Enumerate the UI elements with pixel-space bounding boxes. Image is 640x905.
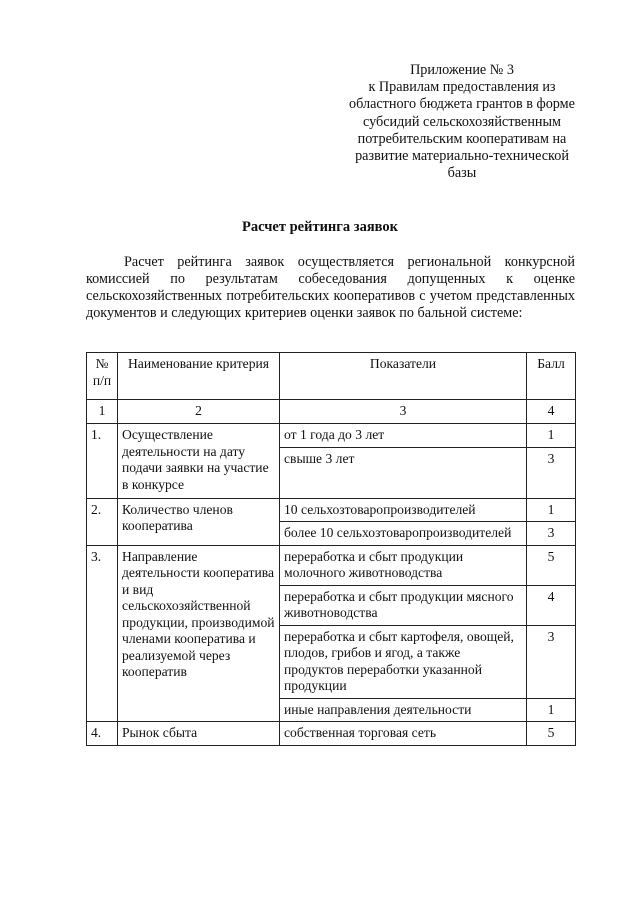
indicator-text: от 1 года до 3 лет	[280, 424, 527, 448]
table-row	[87, 498, 576, 522]
table-header-row	[87, 353, 576, 400]
appendix-line: потребительским кооперативам на	[357, 130, 567, 147]
criterion-number: 4.	[87, 722, 118, 746]
column-number-row	[87, 400, 576, 424]
column-number: 3	[280, 400, 527, 424]
indicator-score: 3	[527, 447, 576, 498]
criterion-name: Количество членов кооператива	[118, 498, 280, 545]
indicator-text: переработка и сбыт продукции мясного животноводства	[280, 585, 527, 625]
indicator-text: собственная торговая сеть	[280, 722, 527, 746]
intro-paragraph: Расчет рейтинга заявок осуществляется региональной конкурсной комиссией по результатам собеседования допущенных к оценке сельскохозяйственных потребительских кооперативов с учетом представленных документов и следующих критериев оценки заявок по бальной системе:	[86, 254, 575, 321]
indicator-score: 3	[527, 522, 576, 546]
header-cell-number: № п/п	[87, 353, 118, 400]
indicator-score: 3	[527, 625, 576, 698]
criterion-name: Направление деятельности кооператива и вид сельскохозяйственной продукции, производимой членами кооператива и реализуемой через кооператив	[118, 545, 280, 722]
indicator-text: свыше 3 лет	[280, 447, 527, 498]
appendix-line: областного бюджета грантов в форме	[349, 96, 575, 113]
header-cell-indicators: Показатели	[280, 353, 527, 400]
criterion-number: 2.	[87, 498, 118, 545]
indicator-text: более 10 сельхозтоваропроизводителей	[280, 522, 527, 546]
rating-table	[86, 352, 576, 746]
indicator-score: 1	[527, 424, 576, 448]
indicator-score: 1	[527, 498, 576, 522]
appendix-line: субсидий сельскохозяйственным	[362, 113, 562, 130]
table-row	[87, 722, 576, 746]
indicator-score: 5	[527, 545, 576, 585]
appendix-line: к Правилам предоставления из	[368, 79, 556, 96]
indicator-text: иные направления деятельности	[280, 698, 527, 722]
indicator-text: 10 сельхозтоваропроизводителей	[280, 498, 527, 522]
criterion-number: 1.	[87, 424, 118, 499]
document-title: Расчет рейтинга заявок	[241, 219, 399, 235]
column-number: 1	[87, 400, 118, 424]
criterion-name: Рынок сбыта	[118, 722, 280, 746]
header-cell-criterion: Наименование критерия	[118, 353, 280, 400]
appendix-line: базы	[447, 165, 477, 182]
criterion-number: 3.	[87, 545, 118, 722]
appendix-line: развитие материально-технической	[355, 148, 569, 165]
column-number: 2	[118, 400, 280, 424]
appendix-line: Приложение № 3	[410, 62, 514, 78]
column-number: 4	[527, 400, 576, 424]
indicator-score: 4	[527, 585, 576, 625]
header-cell-score: Балл	[527, 353, 576, 400]
indicator-text: переработка и сбыт продукции молочного животноводства	[280, 545, 527, 585]
indicator-score: 1	[527, 698, 576, 722]
table-row	[87, 545, 576, 585]
indicator-text: переработка и сбыт картофеля, овощей, плодов, грибов и ягод, а также продуктов переработки указанной продукции	[280, 625, 527, 698]
table-row	[87, 424, 576, 448]
criterion-name: Осуществление деятельности на дату подачи заявки на участие в конкурсе	[118, 424, 280, 499]
appendix-header	[335, 62, 589, 182]
indicator-score: 5	[527, 722, 576, 746]
